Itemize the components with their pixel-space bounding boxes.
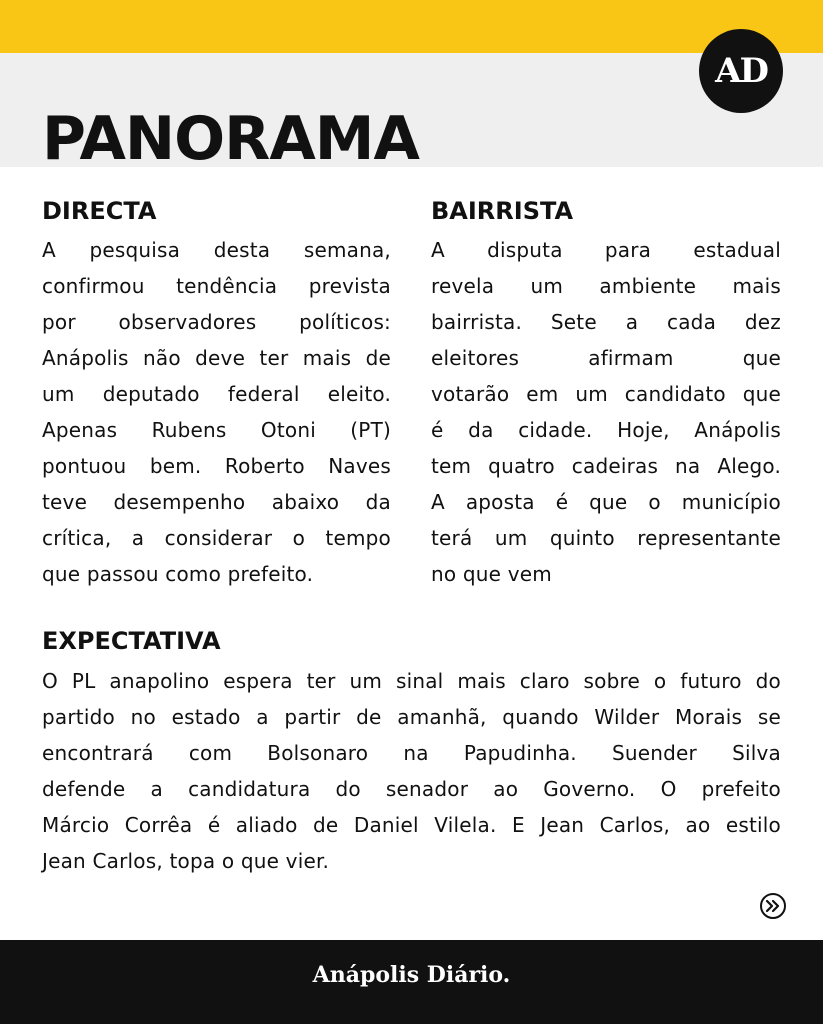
text-line: um deputado federal eleito. xyxy=(42,382,391,406)
double-chevron-right-glyph xyxy=(765,899,781,913)
text-line: confirmou tendência prevista xyxy=(42,274,391,298)
section-body-bairrista xyxy=(431,232,781,592)
text-line: Jean Carlos, topa o que vier. xyxy=(42,849,330,873)
text-line: defende a candidatura do senador ao Governo. O prefeito xyxy=(42,777,781,801)
text-line: Márcio Corrêa é aliado de Daniel Vilela. E Jean Carlos, ao estilo xyxy=(42,813,781,837)
text-line: Apenas Rubens Otoni (PT) xyxy=(42,418,391,442)
text-line: é da cidade. Hoje, Anápolis xyxy=(431,418,781,442)
ad-logo: AD xyxy=(699,29,783,113)
text-line: bairrista. Sete a cada dez xyxy=(431,310,781,334)
text-line: votarão em um candidato que xyxy=(431,382,781,406)
text-line: Anápolis não deve ter mais de xyxy=(42,346,391,370)
text-line: A aposta é que o município xyxy=(431,490,781,514)
text-line: A pesquisa desta semana, xyxy=(42,238,391,262)
text-line: terá um quinto representante xyxy=(431,526,781,550)
text-line: encontrará com Bolsonaro na Papudinha. Suender Silva xyxy=(42,741,781,765)
page-title: PANORAMA xyxy=(42,104,419,174)
text-line: que passou como prefeito. xyxy=(42,562,314,586)
text-line: revela um ambiente mais xyxy=(431,274,781,298)
section-heading-bairrista: BAIRRISTA xyxy=(431,197,574,225)
text-line: por observadores políticos: xyxy=(42,310,391,334)
section-heading-directa: DIRECTA xyxy=(42,197,157,225)
text-line: partido no estado a partir de amanhã, quando Wilder Morais se xyxy=(42,705,781,729)
text-line: pontuou bem. Roberto Naves xyxy=(42,454,391,478)
text-line: A disputa para estadual xyxy=(431,238,781,262)
text-line: crítica, a considerar o tempo xyxy=(42,526,391,550)
section-heading-expectativa: EXPECTATIVA xyxy=(42,627,221,655)
section-body-directa xyxy=(42,232,391,592)
text-line: eleitores afirmam que xyxy=(431,346,781,370)
text-line: teve desempenho abaixo da xyxy=(42,490,391,514)
text-line: tem quatro cadeiras na Alego. xyxy=(431,454,781,478)
top-accent-bar xyxy=(0,0,823,53)
double-chevron-right-icon[interactable] xyxy=(760,893,786,919)
section-body-expectativa xyxy=(42,663,781,879)
text-line: O PL anapolino espera ter um sinal mais claro sobre o futuro do xyxy=(42,669,781,693)
footer-brand: Anápolis Diário. xyxy=(312,962,511,988)
text-line: no que vem xyxy=(431,562,552,586)
